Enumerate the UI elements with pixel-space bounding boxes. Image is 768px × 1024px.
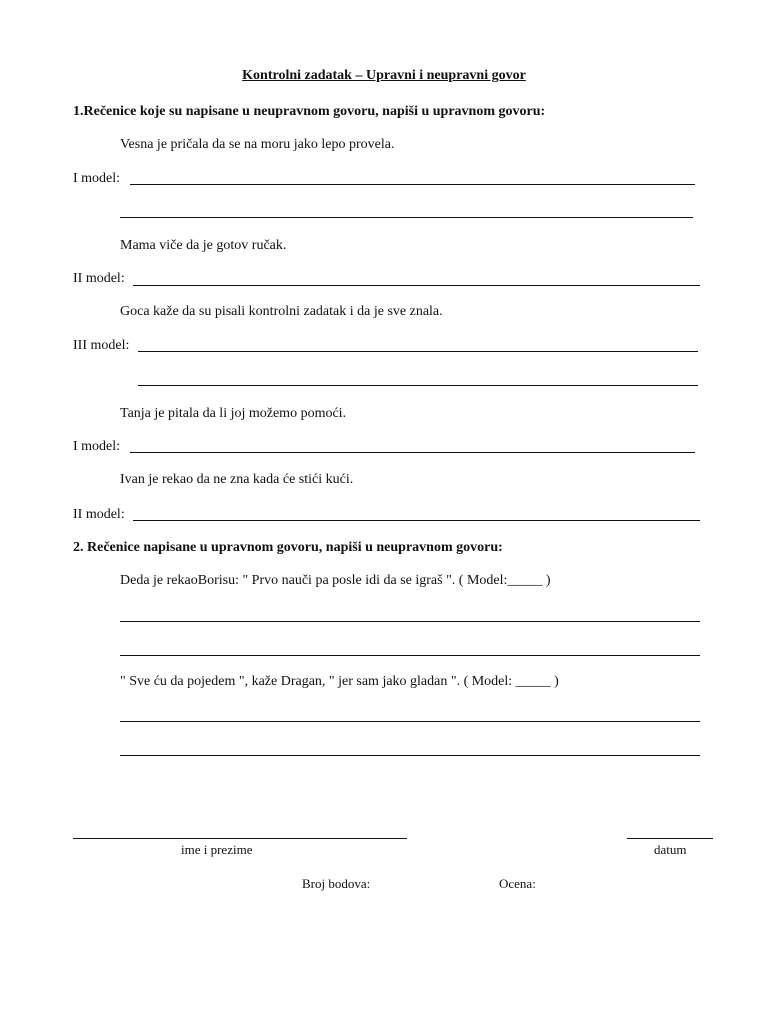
answer-line[interactable]	[120, 621, 700, 622]
model-label-3: III model:	[73, 338, 130, 353]
section2-heading: 2. Rečenice napisane u upravnom govoru, napiši u neupravnom govoru:	[73, 540, 503, 555]
direct-sentence-2: " Sve ću da pojedem ", kaže Dragan, " jer sam jako gladan ". ( Model: _____ )	[120, 674, 559, 689]
page-title: Kontrolni zadatak – Upravni i neupravni govor	[242, 68, 526, 83]
model-label-1: I model:	[73, 171, 121, 186]
direct-sentence-1: Deda je rekaoBorisu: " Prvo nauči pa posle idi da se igraš ". ( Model:_____ )	[120, 573, 551, 588]
answer-line[interactable]	[120, 721, 700, 722]
sentence-5: Ivan je rekao da ne zna kada će stići kući.	[120, 472, 354, 487]
model-label-5: II model:	[73, 507, 125, 522]
name-signature-line[interactable]	[73, 838, 407, 839]
sentence-3: Goca kaže da su pisali kontrolni zadatak i da je sve znala.	[120, 304, 443, 319]
answer-line[interactable]	[120, 755, 700, 756]
sentence-4: Tanja je pitala da li joj možemo pomoći.	[120, 406, 347, 421]
answer-line[interactable]	[120, 217, 693, 218]
answer-line[interactable]	[130, 184, 695, 185]
points-label: Broj bodova:	[302, 876, 371, 891]
sentence-1: Vesna je pričala da se na moru jako lepo provela.	[120, 137, 395, 152]
section1-heading: 1.Rečenice koje su napisane u neupravnom govoru, napiši u upravnom govoru:	[73, 104, 546, 119]
sentence-2: Mama viče da je gotov ručak.	[120, 238, 287, 253]
answer-line[interactable]	[130, 452, 695, 453]
grade-label: Ocena:	[499, 876, 536, 891]
answer-line[interactable]	[133, 520, 700, 521]
answer-line[interactable]	[133, 285, 700, 286]
answer-line[interactable]	[138, 351, 698, 352]
answer-line[interactable]	[138, 385, 698, 386]
model-label-4: I model:	[73, 439, 121, 454]
answer-line[interactable]	[120, 655, 700, 656]
model-label-2: II model:	[73, 271, 125, 286]
date-label: datum	[654, 842, 687, 857]
name-label: ime i prezime	[181, 842, 253, 857]
date-line[interactable]	[627, 838, 713, 839]
